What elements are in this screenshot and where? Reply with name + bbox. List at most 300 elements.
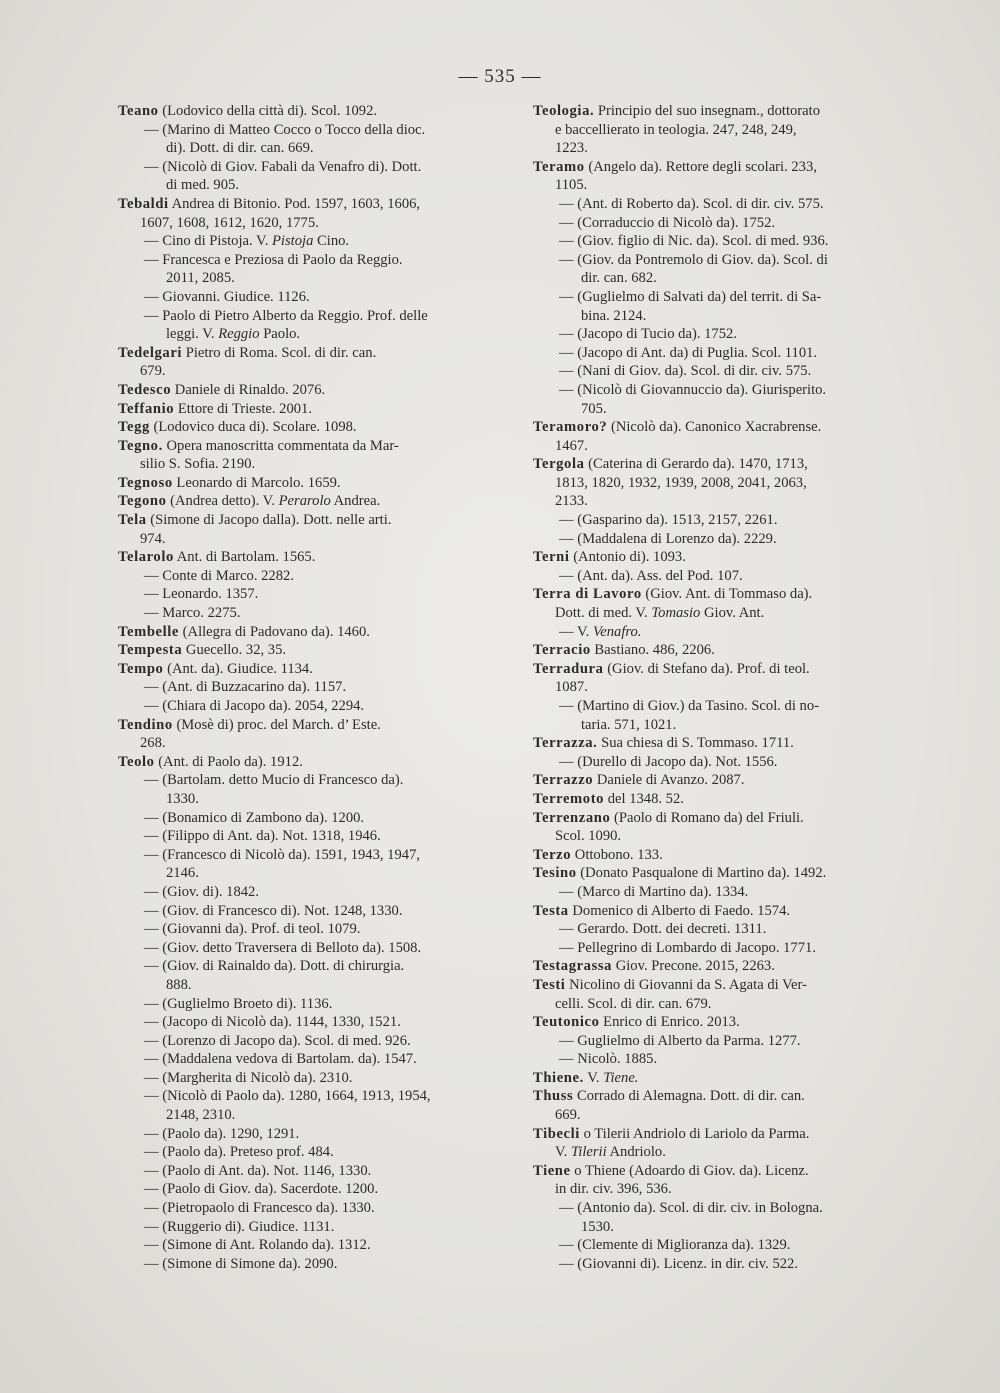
entry-text: — (Nani di Giov. da). Scol. di dir. civ. 575.: [559, 363, 812, 380]
entry-text: (Nicolò da). Canonico Xacrabrense.: [610, 419, 822, 436]
entry-line: [533, 400, 921, 419]
index-entry: [533, 1125, 921, 1162]
entry-headword: Tedesco: [118, 381, 172, 398]
entry-text: — (Giov. detto Traversera di Belloto da). 1508.: [144, 939, 422, 956]
entry-text: 1223.: [555, 140, 588, 157]
index-entry: [118, 995, 502, 1014]
entry-line: [533, 1013, 921, 1032]
entry-line: [118, 307, 502, 326]
entry-crossref: Tomasio: [651, 605, 701, 622]
index-entry: [533, 771, 921, 790]
index-entry: [118, 697, 502, 716]
index-entry: [533, 734, 921, 753]
index-entry: [118, 771, 502, 808]
entry-text: Principio del suo insegnam., dottorato: [597, 103, 820, 119]
index-entry: [118, 307, 502, 344]
index-entry: [533, 864, 921, 883]
entry-text: o Tilerii Andriolo di Lariolo da Parma.: [583, 1125, 810, 1142]
entry-line: [533, 1236, 921, 1255]
entry-line: [118, 362, 502, 381]
entry-headword: Terradura: [533, 660, 604, 677]
entry-headword: Tiene: [533, 1162, 571, 1179]
entry-line: [533, 790, 921, 809]
index-entry: [533, 511, 921, 530]
entry-crossref: Venafro.: [592, 623, 642, 640]
entry-line: [118, 809, 502, 828]
entry-line: [533, 939, 921, 958]
entry-line: [533, 418, 921, 437]
index-entry: [533, 1087, 921, 1124]
entry-text: Ettore di Trieste. 2001.: [177, 400, 312, 417]
entry-text: 888.: [166, 976, 192, 993]
entry-text: o Thiene (Adoardo di Giov. da). Licenz.: [574, 1162, 809, 1179]
index-entry: [118, 158, 502, 195]
entry-text: — (Giov. di Rainaldo da). Dott. di chirurgia.: [144, 958, 405, 975]
entry-text: — Giovanni. Giudice. 1126.: [144, 288, 310, 305]
entry-text: (Ant. di Paolo da). 1912.: [158, 753, 303, 770]
entry-text: Domenico di Alberto di Faedo. 1574.: [572, 902, 791, 919]
entry-line: [533, 734, 921, 753]
entry-line: [533, 1199, 921, 1218]
entry-text: — V.: [559, 623, 590, 640]
entry-text: Daniele di Avanzo. 2087.: [596, 772, 745, 789]
entry-headword: Tedelgari: [118, 344, 183, 361]
entry-crossref-tail: Paolo.: [263, 326, 301, 343]
index-entry: [118, 939, 502, 958]
index-entry: [118, 232, 502, 251]
right-column: [533, 102, 921, 1273]
entry-text: Scol. 1090.: [555, 828, 622, 845]
entry-line: [533, 809, 921, 828]
index-entry: [533, 623, 921, 642]
entry-headword: Tibecli: [533, 1125, 580, 1142]
entry-text: — (Giovanni da). Prof. di teol. 1079.: [144, 921, 361, 938]
index-entry: [118, 753, 502, 772]
entry-text: (Giov. di Stefano da). Prof. di teol.: [607, 660, 810, 677]
entry-line: [118, 716, 502, 735]
entry-text: 268.: [140, 735, 166, 752]
entry-text: (Allegra di Padovano da). 1460.: [182, 623, 370, 640]
entry-text: e baccellierato in teologia. 247, 248, 249,: [555, 121, 797, 138]
entry-crossref-tail: Andrea.: [333, 493, 381, 510]
entry-line: [118, 232, 502, 251]
entry-line: [118, 567, 502, 586]
entry-line: [533, 121, 921, 140]
entry-text: di). Dott. di dir. can. 669.: [166, 140, 314, 157]
entry-text: — (Jacopo di Ant. da) di Puglia. Scol. 1101.: [559, 344, 818, 361]
entry-line: [533, 902, 921, 921]
entry-text: Dott. di med. V.: [555, 605, 648, 622]
entry-line: [118, 939, 502, 958]
entry-text: in dir. civ. 396, 536.: [555, 1181, 672, 1198]
entry-text: — (Giov. da Pontremolo di Giov. da). Scol. di: [559, 251, 828, 268]
entry-headword: Terrenzano: [533, 809, 611, 826]
index-entry: [118, 957, 502, 994]
entry-line: [118, 957, 502, 976]
entry-line: [118, 139, 502, 158]
entry-crossref: Pistoja: [272, 233, 314, 250]
entry-text: — (Ant. di Roberto da). Scol. di dir. civ. 575.: [559, 195, 824, 212]
entry-text: — (Nicolò di Giovannuccio da). Giurisperito.: [559, 381, 827, 398]
entry-crossref: Reggio: [218, 326, 260, 343]
index-entry: [533, 1032, 921, 1051]
entry-text: 2148, 2310.: [166, 1107, 236, 1124]
entry-line: [118, 623, 502, 642]
index-entry: [533, 381, 921, 418]
entry-line: [533, 771, 921, 790]
entry-line: [533, 697, 921, 716]
entry-text: — (Guglielmo di Salvati da) del territ. di Sa-: [559, 288, 822, 305]
entry-line: [118, 660, 502, 679]
index-entry: [118, 1236, 502, 1255]
entry-text: (Caterina di Gerardo da). 1470, 1713,: [588, 456, 808, 473]
entry-text: (Donato Pasqualone di Martino da). 1492.: [580, 865, 827, 882]
entry-line: [533, 1032, 921, 1051]
entry-text: — (Bonamico di Zambono da). 1200.: [144, 809, 365, 826]
entry-line: [118, 1050, 502, 1069]
entry-crossref: Tilerii: [570, 1144, 607, 1161]
index-entry: [118, 846, 502, 883]
index-entry: [118, 511, 502, 548]
index-entry: [118, 1069, 502, 1088]
entry-line: [118, 753, 502, 772]
entry-headword: Testi: [533, 976, 566, 993]
entry-headword: Tegono: [118, 493, 167, 510]
index-entry: [118, 1199, 502, 1218]
entry-text: — (Paolo da). 1290, 1291.: [144, 1125, 300, 1142]
entry-text: — (Giov. di). 1842.: [144, 883, 259, 900]
entry-text: leggi. V.: [166, 326, 215, 343]
entry-text: — (Antonio da). Scol. di dir. civ. in Bologna.: [559, 1200, 823, 1217]
entry-headword: Terrazzo: [533, 772, 594, 789]
entry-headword: Tempo: [118, 660, 164, 677]
entry-text: (Lodovico duca di). Scolare. 1098.: [153, 419, 357, 436]
index-entry: [533, 288, 921, 325]
index-entry: [533, 548, 921, 567]
entry-line: [118, 846, 502, 865]
entry-crossref-tail: Cino.: [317, 233, 350, 250]
index-entry: [533, 1013, 921, 1032]
entry-line: [118, 251, 502, 270]
entry-line: [118, 269, 502, 288]
entry-line: [118, 102, 502, 121]
entry-headword: Teutonico: [533, 1014, 600, 1031]
index-entry: [533, 883, 921, 902]
entry-line: [533, 1180, 921, 1199]
entry-crossref: Tiene.: [603, 1069, 639, 1086]
entry-line: [533, 995, 921, 1014]
entry-line: [118, 1069, 502, 1088]
index-entry: [118, 567, 502, 586]
entry-text: 1105.: [555, 177, 588, 194]
entry-line: [118, 474, 502, 493]
index-entry: [533, 567, 921, 586]
entry-crossref-tail: Giov. Ant.: [703, 605, 765, 622]
index-entry: [533, 1255, 921, 1274]
entry-line: [118, 678, 502, 697]
index-entry: [533, 530, 921, 549]
entry-line: [118, 902, 502, 921]
entry-line: [533, 102, 921, 121]
index-entry: [118, 344, 502, 381]
entry-line: [533, 176, 921, 195]
entry-line: [533, 1162, 921, 1181]
index-entry: [118, 920, 502, 939]
entry-line: [118, 1013, 502, 1032]
entry-line: [533, 1218, 921, 1237]
index-entry: [118, 1255, 502, 1274]
entry-headword: Tegnoso: [118, 474, 173, 491]
entry-text: dir. can. 682.: [581, 270, 657, 287]
entry-line: [533, 1069, 921, 1088]
entry-text: del 1348. 52.: [607, 790, 684, 807]
entry-text: 974.: [140, 530, 166, 547]
entry-headword: Tempesta: [118, 642, 183, 659]
entry-text: — (Marino di Matteo Cocco o Tocco della dioc.: [144, 121, 426, 138]
entry-line: [118, 492, 502, 511]
entry-line: [533, 1106, 921, 1125]
entry-text: — Nicolò. 1885.: [559, 1051, 658, 1068]
index-entry: [533, 214, 921, 233]
entry-crossref: Perarolo: [278, 493, 331, 510]
entry-headword: Tembelle: [118, 623, 180, 640]
entry-headword: Thuss: [533, 1088, 574, 1105]
index-entry: [118, 1032, 502, 1051]
entry-text: (Simone di Jacopo dalla). Dott. nelle arti.: [150, 512, 392, 529]
entry-text: 1530.: [581, 1218, 614, 1235]
index-entry: [118, 400, 502, 419]
index-entry: [533, 957, 921, 976]
index-entry: [118, 1218, 502, 1237]
entry-text: — (Paolo da). Preteso prof. 484.: [144, 1144, 334, 1161]
entry-text: 2011, 2085.: [166, 270, 235, 287]
index-entry: [118, 585, 502, 604]
entry-line: [118, 697, 502, 716]
entry-line: [533, 1125, 921, 1144]
index-entry: [118, 102, 502, 121]
page-number: — 535 —: [458, 66, 542, 87]
entry-text: — Gerardo. Dott. dei decreti. 1311.: [559, 921, 767, 938]
index-entry: [533, 195, 921, 214]
index-entry: [533, 1199, 921, 1236]
entry-line: [533, 511, 921, 530]
entry-text: — (Maddalena di Lorenzo da). 2229.: [559, 530, 777, 547]
entry-line: [118, 790, 502, 809]
entry-line: [118, 158, 502, 177]
entry-text: Nicolino di Giovanni da S. Agata di Ver-: [569, 976, 807, 993]
index-entry: [118, 1180, 502, 1199]
entry-line: [533, 623, 921, 642]
index-entry: [118, 381, 502, 400]
entry-text: 669.: [555, 1107, 581, 1124]
entry-line: [118, 995, 502, 1014]
entry-text: Sua chiesa di S. Tommaso. 1711.: [601, 735, 794, 752]
entry-text: — (Giov. figlio di Nic. da). Scol. di med. 936.: [559, 233, 829, 250]
entry-line: [118, 1180, 502, 1199]
entry-text: — (Nicolò di Giov. Fabali da Venafro di). Dott.: [144, 158, 422, 175]
entry-line: [533, 957, 921, 976]
entry-line: [118, 976, 502, 995]
entry-text: 1330.: [166, 790, 199, 807]
index-entry: [533, 362, 921, 381]
entry-headword: Teramoro?: [533, 419, 608, 436]
entry-text: — Conte di Marco. 2282.: [144, 567, 294, 584]
entry-headword: Teologia.: [533, 103, 595, 119]
entry-text: Guecello. 32, 35.: [185, 642, 287, 659]
entry-text: — (Francesco di Nicolò da). 1591, 1943, 1947,: [144, 846, 421, 863]
entry-line: [118, 1143, 502, 1162]
entry-text: — Leonardo. 1357.: [144, 586, 259, 603]
entry-text: — Guglielmo di Alberto da Parma. 1277.: [559, 1032, 801, 1049]
entry-line: [533, 139, 921, 158]
entry-line: [533, 1143, 921, 1162]
entry-line: [533, 437, 921, 456]
entry-line: [533, 362, 921, 381]
index-entry: [118, 604, 502, 623]
entry-headword: Terzo: [533, 846, 572, 863]
entry-text: — (Corraduccio di Nicolò da). 1752.: [559, 214, 776, 231]
entry-line: [118, 604, 502, 623]
index-entry: [533, 1050, 921, 1069]
entry-text: Daniele di Rinaldo. 2076.: [174, 381, 326, 398]
entry-text: V.: [555, 1144, 568, 1161]
entry-text: — (Clemente di Miglioranza da). 1329.: [559, 1237, 791, 1254]
entry-line: [533, 641, 921, 660]
entry-line: [118, 827, 502, 846]
entry-line: [533, 195, 921, 214]
entry-line: [533, 232, 921, 251]
entry-text: Opera manoscritta commentata da Mar-: [166, 437, 399, 454]
index-entry: [118, 251, 502, 288]
entry-line: [118, 1162, 502, 1181]
entry-text: — Pellegrino di Lombardo di Jacopo. 1771.: [559, 939, 816, 956]
index-entry: [533, 660, 921, 697]
entry-line: [533, 288, 921, 307]
entry-line: [118, 400, 502, 419]
entry-line: [533, 307, 921, 326]
index-entry: [118, 678, 502, 697]
entry-text: — (Jacopo di Nicolò da). 1144, 1330, 1521.: [144, 1014, 401, 1031]
index-entry: [533, 325, 921, 344]
entry-line: [118, 1199, 502, 1218]
entry-line: [118, 1087, 502, 1106]
entry-text: (Lodovico della città di). Scol. 1092.: [162, 103, 378, 119]
index-entry: [533, 939, 921, 958]
entry-headword: Terra di Lavoro: [533, 586, 642, 603]
entry-line: [533, 1050, 921, 1069]
entry-text: — (Ant. da). Ass. del Pod. 107.: [559, 567, 743, 584]
entry-headword: Teramo: [533, 158, 585, 175]
entry-text: — (Durello di Jacopo da). Not. 1556.: [559, 753, 778, 770]
entry-text: 1467.: [555, 437, 588, 454]
index-entry: [533, 158, 921, 195]
entry-line: [533, 1087, 921, 1106]
entry-line: [118, 344, 502, 363]
entry-text: 1087.: [555, 679, 588, 696]
entry-text: — Francesca e Preziosa di Paolo da Reggio.: [144, 251, 403, 268]
entry-text: 2133.: [555, 493, 588, 510]
index-entry: [118, 492, 502, 511]
index-entry: [118, 809, 502, 828]
entry-text: — (Paolo di Giov. da). Sacerdote. 1200.: [144, 1181, 379, 1198]
entry-headword: Teano: [118, 103, 159, 119]
entry-headword: Tendino: [118, 716, 173, 733]
index-entry: [118, 418, 502, 437]
entry-line: [118, 734, 502, 753]
entry-text: (Andrea detto). V.: [170, 493, 275, 510]
entry-line: [533, 455, 921, 474]
entry-text: — (Filippo di Ant. da). Not. 1318, 1946.: [144, 828, 381, 845]
entry-text: Andrea di Bitonio. Pod. 1597, 1603, 1606,: [171, 195, 421, 212]
index-entry: [533, 585, 921, 622]
index-entry: [118, 1162, 502, 1181]
entry-text: di med. 905.: [166, 177, 239, 194]
entry-line: [533, 269, 921, 288]
entry-text: (Ant. da). Giudice. 1134.: [167, 660, 313, 677]
entry-line: [118, 1255, 502, 1274]
entry-text: — (Giovanni di). Licenz. in dir. civ. 522.: [559, 1255, 798, 1272]
entry-headword: Terni: [533, 549, 570, 566]
index-entry: [533, 1162, 921, 1199]
entry-line: [118, 771, 502, 790]
entry-text: — (Simone di Ant. Rolando da). 1312.: [144, 1237, 371, 1254]
entry-line: [118, 176, 502, 195]
entry-headword: Terrazza.: [533, 735, 598, 752]
index-entry: [118, 641, 502, 660]
entry-text: — Cino di Pistoja. V.: [144, 233, 269, 250]
entry-text: — (Lorenzo di Jacopo da). Scol. di med. 926.: [144, 1032, 411, 1049]
entry-line: [533, 548, 921, 567]
entry-text: (Giov. Ant. di Tommaso da).: [645, 586, 813, 603]
entry-text: (Antonio di). 1093.: [573, 549, 686, 566]
entry-line: [118, 530, 502, 549]
entry-line: [118, 121, 502, 140]
index-entry: [118, 1050, 502, 1069]
entry-text: Ant. di Bartolam. 1565.: [176, 549, 316, 566]
entry-text: Bastiano. 486, 2206.: [594, 642, 715, 659]
entry-line: [533, 883, 921, 902]
entry-line: [118, 920, 502, 939]
index-entry: [118, 288, 502, 307]
entry-headword: Thiene.: [533, 1069, 584, 1086]
entry-headword: Terremoto: [533, 790, 605, 807]
entry-text: — Paolo di Pietro Alberto da Reggio. Prof. delle: [144, 307, 428, 324]
index-entry: [533, 418, 921, 455]
entry-line: [533, 251, 921, 270]
index-entry: [533, 455, 921, 511]
entry-text: — (Chiara di Jacopo da). 2054, 2294.: [144, 698, 365, 714]
entry-line: [118, 641, 502, 660]
index-entry: [533, 102, 921, 158]
entry-text: 679.: [140, 363, 166, 380]
entry-headword: Teffanio: [118, 400, 175, 417]
index-entry: [118, 1125, 502, 1144]
entry-line: [118, 1218, 502, 1237]
entry-text: — (Simone di Simone da). 2090.: [144, 1255, 338, 1272]
index-entry: [533, 697, 921, 734]
index-entry: [118, 902, 502, 921]
entry-headword: Tesino: [533, 865, 577, 882]
entry-text: — (Maddalena vedova di Bartolam. da). 1547.: [144, 1051, 417, 1068]
entry-text: — (Marco di Martino da). 1334.: [559, 883, 749, 900]
entry-line: [533, 158, 921, 177]
index-entry: [533, 1069, 921, 1088]
entry-line: [118, 455, 502, 474]
entry-line: [533, 1255, 921, 1274]
index-entry: [118, 474, 502, 493]
entry-headword: Terracio: [533, 642, 591, 659]
index-entry: [118, 1087, 502, 1124]
